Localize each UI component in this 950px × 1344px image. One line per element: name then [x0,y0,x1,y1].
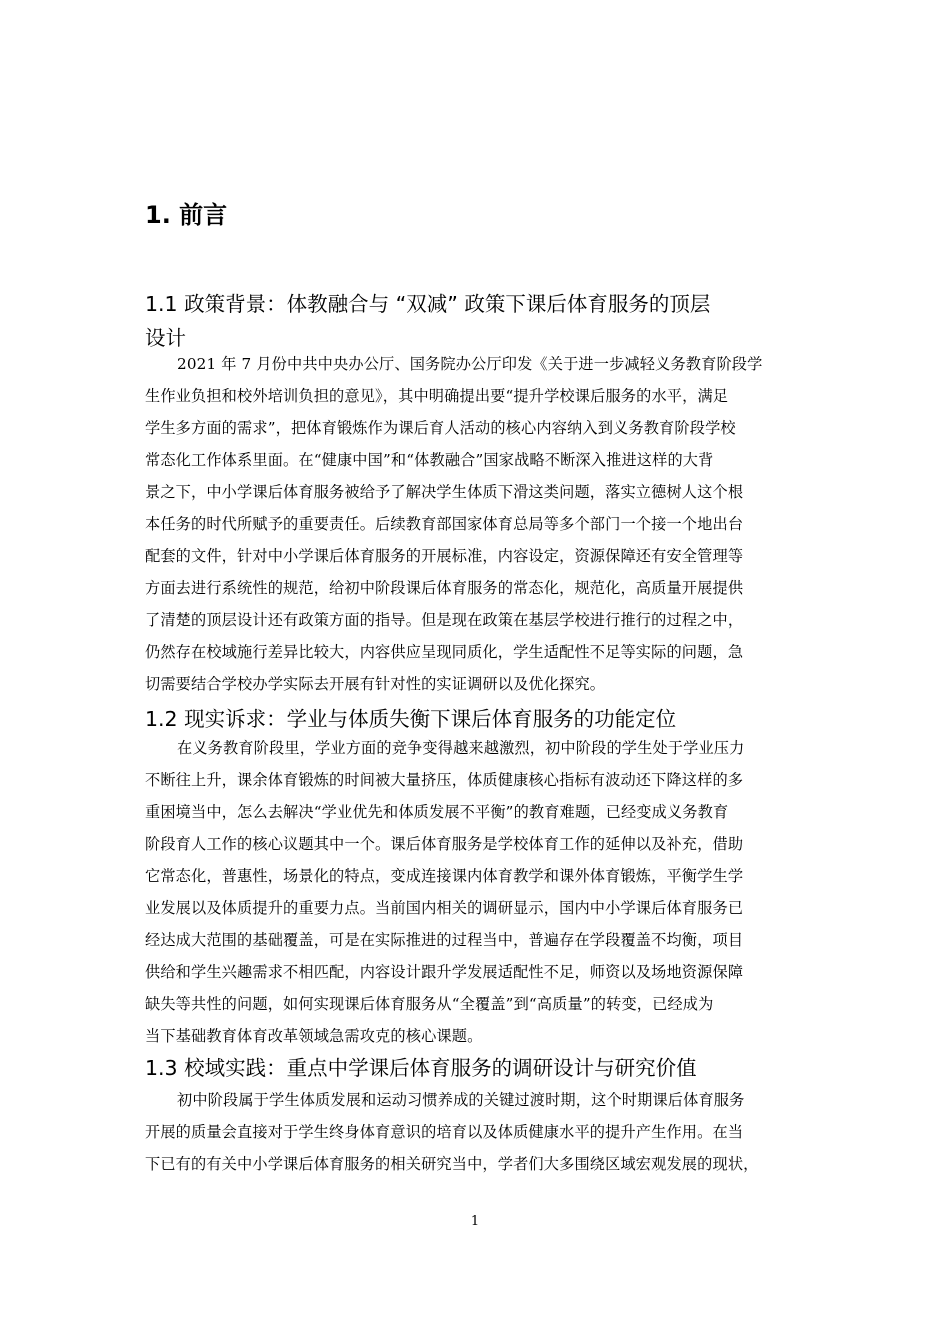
paragraph-line: 学生多方面的需求”，把体育锻炼作为课后育人活动的核心内容纳入到义务教育阶段学校 [145,419,736,437]
chapter-heading: 1. 前言 [145,201,228,229]
paragraph-line: 常态化工作体系里面。在“健康中国”和“体教融合”国家战略不断深入推进这样的大背 [145,451,714,469]
paragraph-line: 缺失等共性的问题，如何实现课后体育服务从“全覆盖”到“高质量”的转变，已经成为 [145,995,714,1013]
paragraph-line: 重困境当中，怎么去解决“学业优先和体质发展不平衡”的教育难题，已经变成义务教育 [145,803,729,821]
paragraph-1-1 [145,348,805,700]
paragraph-line: 了清楚的顶层设计还有政策方面的指导。但是现在政策在基层学校进行推行的过程之中， [145,611,744,629]
paragraph-line: 供给和学生兴趣需求不相匹配，内容设计跟升学发展适配性不足，师资以及场地资源保障 [145,963,744,981]
paragraph-line: 它常态化，普惠性，场景化的特点，变成连接课内体育教学和课外体育锻炼，平衡学生学 [145,867,744,885]
section-heading-line: 设计 [145,326,186,350]
paragraph-line: 切需要结合学校办学实际去开展有针对性的实证调研以及优化探究。 [145,675,606,693]
paragraph-line: 方面去进行系统性的规范，给初中阶段课后体育服务的常态化，规范化，高质量开展提供 [145,579,744,597]
paragraph-line: 在义务教育阶段里，学业方面的竞争变得越来越激烈，初中阶段的学生处于学业压力 [177,739,745,757]
paragraph-line: 开展的质量会直接对于学生终身体育意识的培育以及体质健康水平的提升产生作用。在当 [145,1123,744,1141]
paragraph-1-2 [145,732,805,1052]
page-number: 1 [470,1214,480,1229]
paragraph-line: 景之下，中小学课后体育服务被给予了解决学生体质下滑这类问题，落实立德树人这个根 [145,483,744,501]
section-heading-line: 1.3 校域实践：重点中学课后体育服务的调研设计与研究价值 [145,1056,697,1080]
paragraph-line: 阶段育人工作的核心议题其中一个。课后体育服务是学校体育工作的延伸以及补充，借助 [145,835,744,853]
section-heading-line: 1.2 现实诉求：学业与体质失衡下课后体育服务的功能定位 [145,707,677,731]
paragraph-line: 初中阶段属于学生体质发展和运动习惯养成的关键过渡时期，这个时期课后体育服务 [177,1091,745,1109]
paragraph-line: 业发展以及体质提升的重要力点。当前国内相关的调研显示，国内中小学课后体育服务已 [145,899,744,917]
section-heading-line: 1.1 政策背景：体教融合与 “双减” 政策下课后体育服务的顶层 [145,292,711,316]
section-heading-1-3 [145,1051,805,1085]
section-heading-1-2 [145,702,805,736]
paragraph-1-3 [145,1084,805,1180]
paragraph-line: 下已有的有关中小学课后体育服务的相关研究当中，学者们大多围绕区域宏观发展的现状， [145,1155,759,1173]
section-heading-1-1 [145,287,805,355]
paragraph-line: 仍然存在校域施行差异比较大，内容供应呈现同质化，学生适配性不足等实际的问题，急 [145,643,744,661]
paragraph-line: 配套的文件，针对中小学课后体育服务的开展标准，内容设定，资源保障还有安全管理等 [145,547,744,565]
paragraph-line: 2021 年 7 月份中共中央办公厅、国务院办公厅印发《关于进一步减轻义务教育阶段学 [177,355,763,373]
paragraph-line: 不断往上升，课余体育锻炼的时间被大量挤压，体质健康核心指标有波动还下降这样的多 [145,771,744,789]
paragraph-line: 当下基础教育体育改革领域急需攻克的核心课题。 [145,1027,483,1045]
paragraph-line: 经达成大范围的基础覆盖，可是在实际推进的过程当中，普遍存在学段覆盖不均衡，项目 [145,931,744,949]
paragraph-line: 本任务的时代所赋予的重要责任。后续教育部国家体育总局等多个部门一个接一个地出台 [145,515,744,533]
paragraph-line: 生作业负担和校外培训负担的意见》，其中明确提出要“提升学校课后服务的水平，满足 [145,387,729,405]
